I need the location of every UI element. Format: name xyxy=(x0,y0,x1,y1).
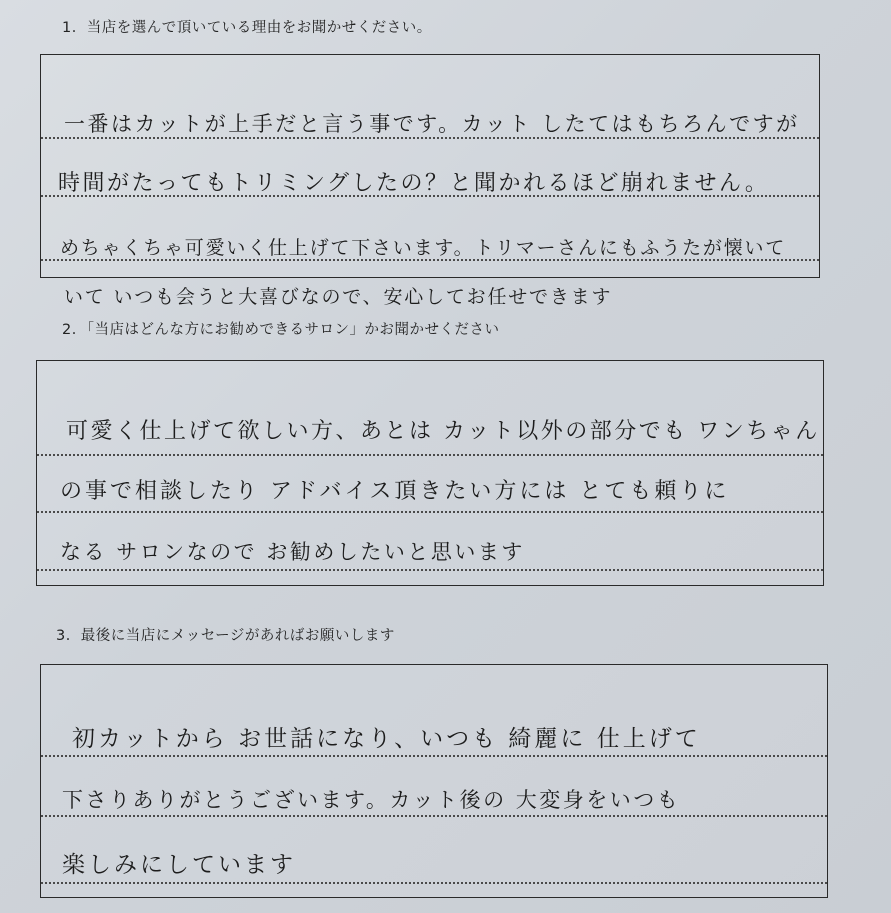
answer-1-overflow-line: いて いつも会うと大喜びなので、安心してお任せできます xyxy=(64,286,613,308)
answer-1-line-3: めちゃくちゃ可愛いく仕上げて下さいます。トリマーさんにもふうたが懐いて xyxy=(60,237,787,259)
question-3-label: 3．最後に当店にメッセージがあればお願いします xyxy=(56,628,395,644)
answer-rule xyxy=(41,882,827,884)
question-1-label: 1．当店を選んで頂いている理由をお聞かせください。 xyxy=(62,20,432,36)
answer-rule xyxy=(41,755,827,757)
question-2-label: 2．「当店はどんな方にお勧めできるサロン」かお聞かせください xyxy=(62,322,500,338)
answer-rule xyxy=(37,569,823,571)
answer-3-line-3: 楽しみにしています xyxy=(62,852,296,878)
answer-1-line-1: 一番はカットが上手だと言う事です。カット したてはもちろんですが xyxy=(64,112,800,136)
answer-3-line-1: 初カットから お世話になり、いつも 綺麗に 仕上げて xyxy=(72,726,701,752)
answer-2-line-3: なる サロンなので お勧めしたいと思います xyxy=(60,540,525,564)
answer-rule xyxy=(37,454,823,456)
answer-1-line-2: 時間がたってもトリミングしたの？と聞かれるほど崩れません。 xyxy=(58,171,770,196)
answer-rule xyxy=(41,815,827,817)
answer-2-line-2: の事で相談したり アドバイス頂きたい方には とても頼りに xyxy=(60,479,730,504)
answer-3-line-2: 下さりありがとうございます。カット後の 大変身をいつも xyxy=(62,788,681,812)
answer-rule xyxy=(37,511,823,513)
answer-2-line-1: 可愛く仕上げて欲しい方、あとは カット以外の部分でも ワンちゃん xyxy=(66,419,820,444)
